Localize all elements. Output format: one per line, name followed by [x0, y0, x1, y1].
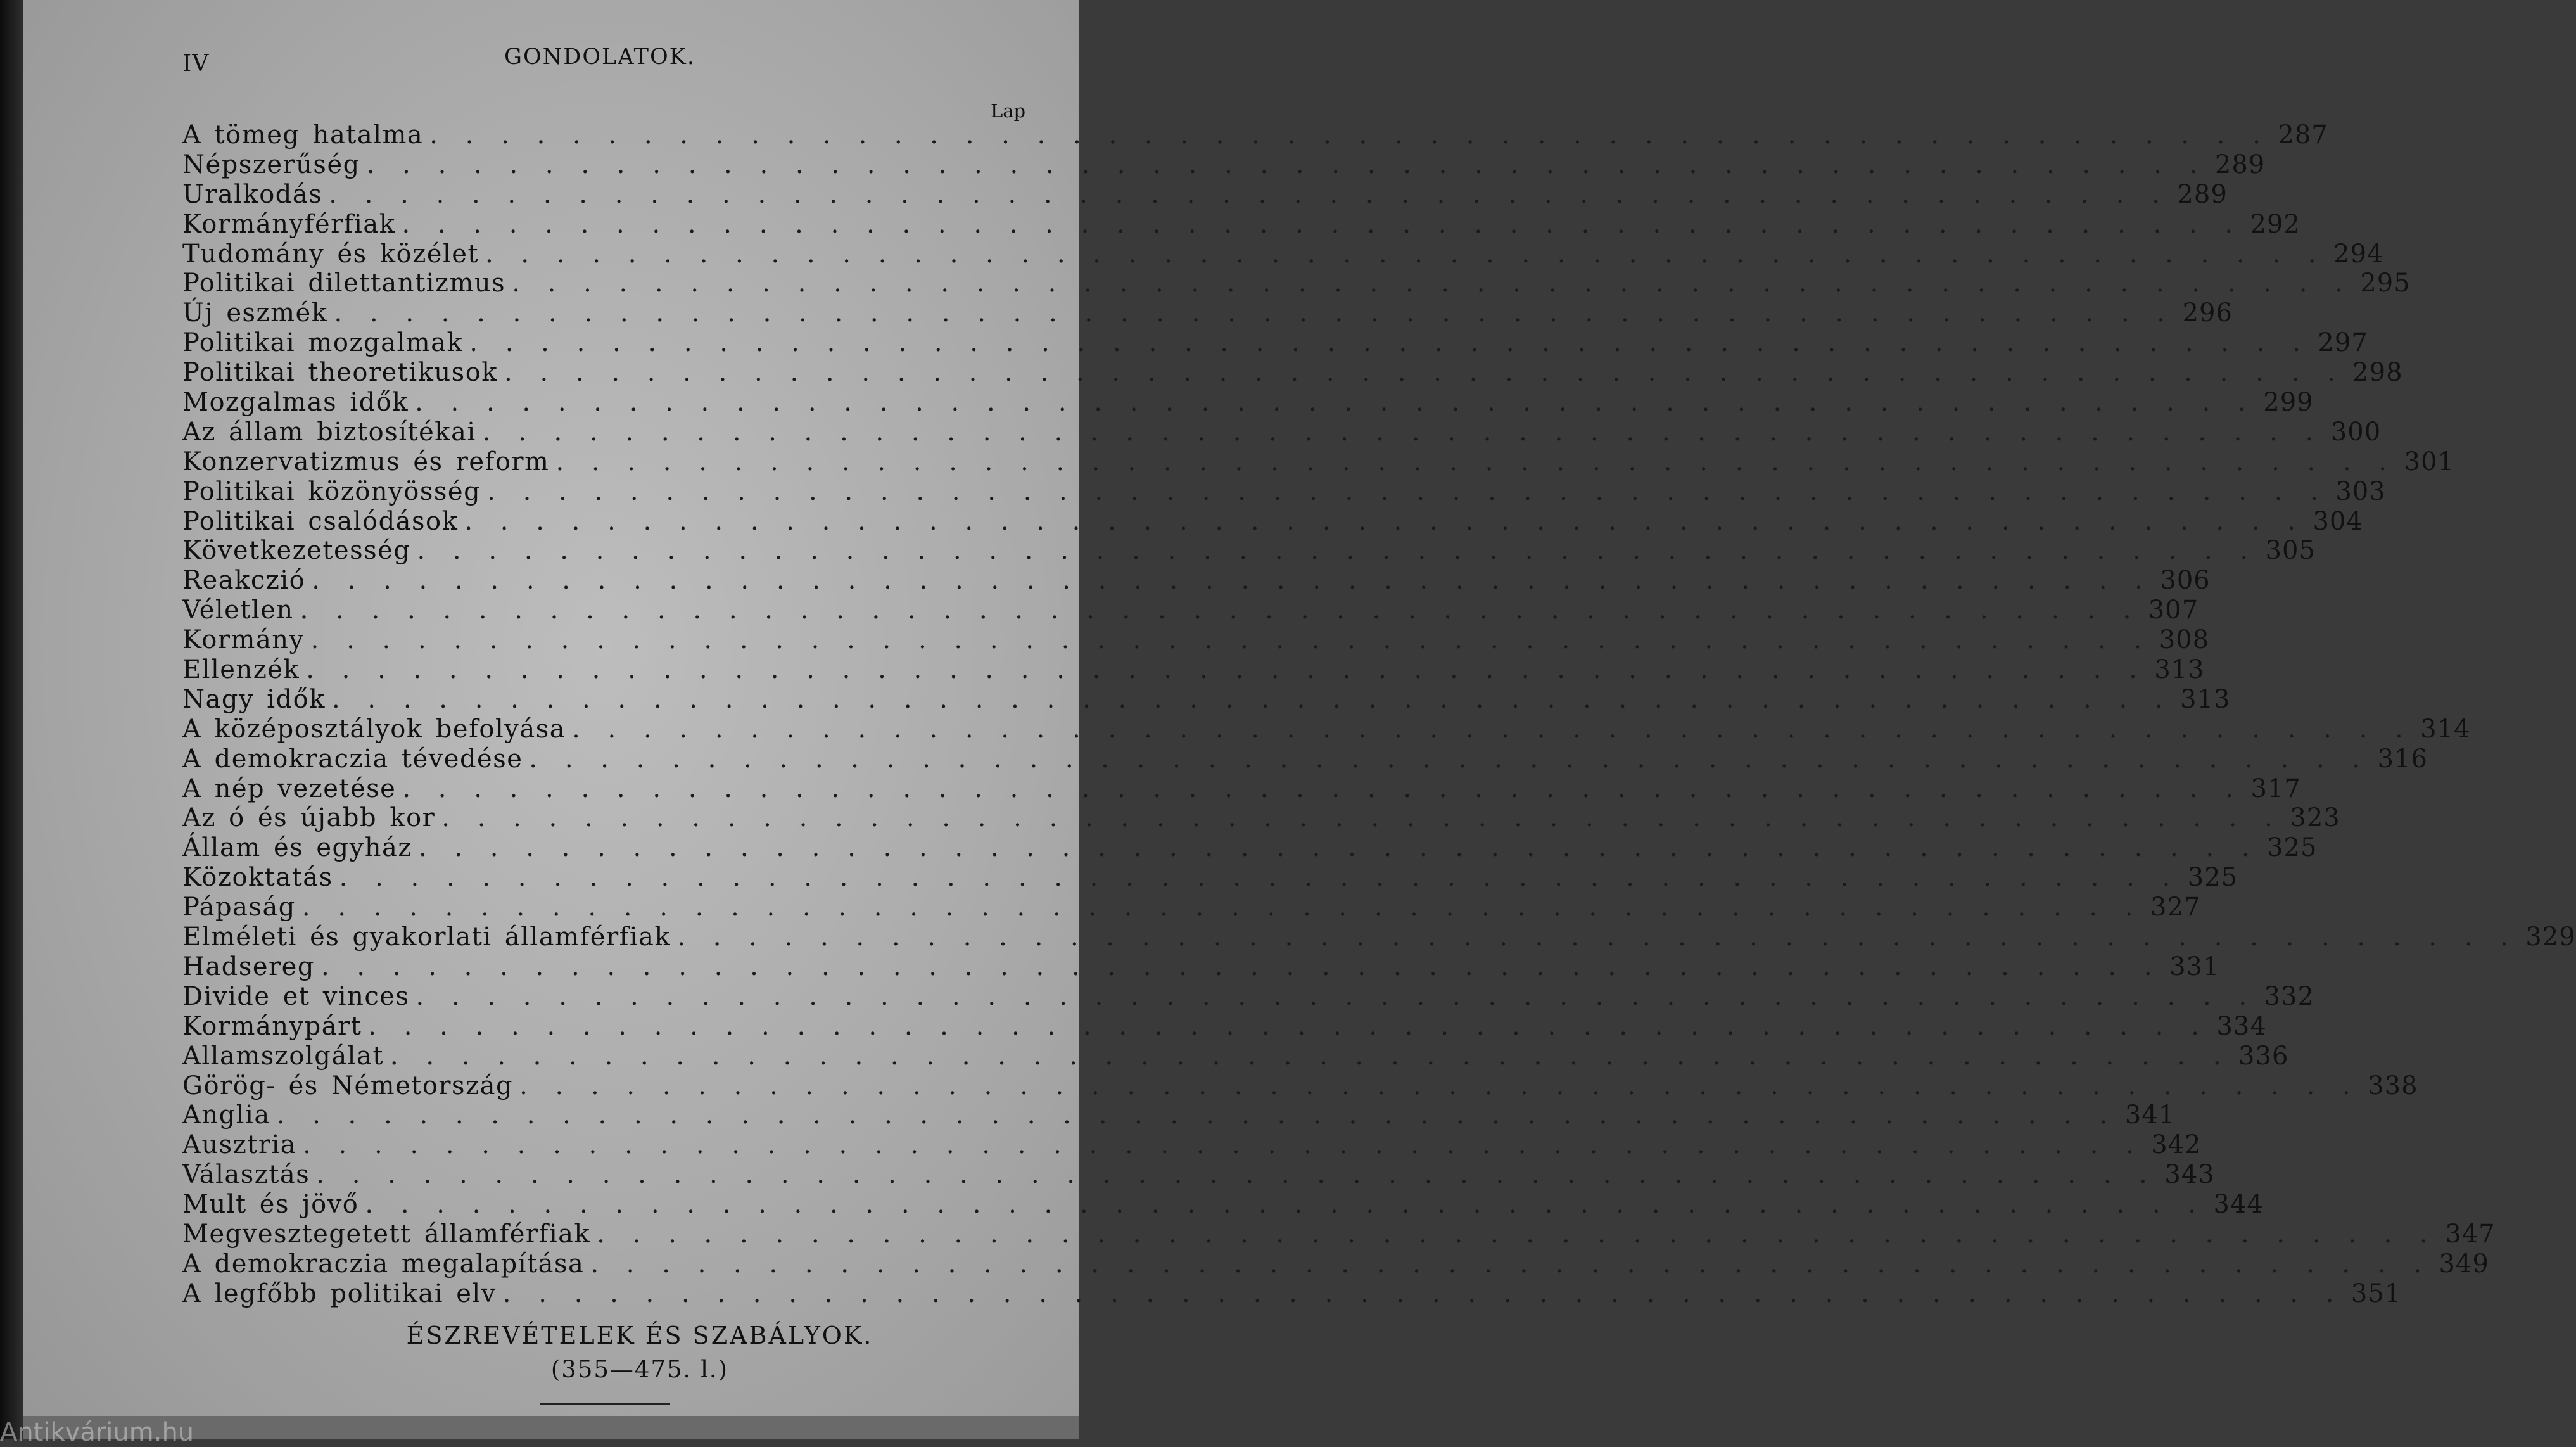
dot-leader: . . . . . . . . . . . . . . . . . . . . . . . . . . . . . . . . . . . . . . . . . . . . . . . . . . . .	[366, 150, 2207, 179]
toc-entry	[182, 863, 2238, 893]
toc-entry	[182, 239, 2384, 269]
toc-entry	[182, 179, 2228, 210]
dot-leader: . . . . . . . . . . . . . . . . . . . . . . . . . . . . . . . . . . . . . . . . . . . . . . . . . . . .	[519, 1071, 2361, 1100]
toc-entry	[182, 209, 2300, 239]
toc-entry	[182, 981, 2314, 1012]
toc-entry-page: 334	[2216, 1011, 2267, 1041]
toc-entry-title: Allamszolgálat	[182, 1041, 384, 1071]
dot-leader: . . . . . . . . . . . . . . . . . . . . . . . . . . . . . . . . . . . . . . . . . . . . . . . . . . . .	[300, 596, 2141, 625]
toc-entry-page: 317	[2250, 774, 2301, 803]
toc-entry-title: Ellenzék	[182, 655, 300, 685]
dot-leader: . . . . . . . . . . . . . . . . . . . . . . . . . . . . . . . . . . . . . . . . . . . . . . . . . . . .	[418, 833, 2260, 863]
dot-leader: . . . . . . . . . . . . . . . . . . . . . . . . . . . . . . . . . . . . . . . . . . . . . . . . . . . .	[416, 981, 2257, 1011]
toc-entry	[182, 1041, 2289, 1071]
toc-entry-title: Nagy idők	[182, 684, 326, 714]
page-number: IV	[182, 51, 210, 77]
dot-leader: . . . . . . . . . . . . . . . . . . . . . . . . . . . . . . . . . . . . . . . . . . . . . . . . . . . .	[429, 120, 2271, 150]
toc-entry-page: 294	[2333, 239, 2384, 269]
toc-entry	[182, 655, 2205, 685]
dot-leader: . . . . . . . . . . . . . . . . . . . . . . . . . . . . . . . . . . . . . . . . . . . . . . . . . . . .	[329, 179, 2170, 209]
toc-entry-title: A demokraczia megalapítása	[182, 1249, 585, 1278]
toc-entry-title: Pápaság	[182, 893, 296, 922]
toc-entry	[182, 417, 2382, 447]
toc-entry	[182, 774, 2301, 804]
toc-entry-page: 287	[2278, 120, 2328, 150]
toc-entry-page: 301	[2404, 447, 2454, 476]
dot-leader: . . . . . . . . . . . . . . . . . . . . . . . . . . . . . . . . . . . . . . . . . . . . . . . . . . . .	[334, 298, 2175, 328]
toc-entry	[182, 833, 2318, 863]
dot-leader: . . . . . . . . . . . . . . . . . . . . . . . . . . . . . . . . . . . . . . . . . . . . . . . . . . . .	[402, 209, 2243, 239]
toc-entry-page: 338	[2368, 1071, 2418, 1100]
toc-entry	[182, 1100, 2176, 1130]
toc-entry-title: Anglia	[182, 1100, 270, 1130]
toc-entry	[182, 150, 2266, 180]
toc-entry-title: Következetesség	[182, 536, 411, 566]
toc-entry-page: 296	[2182, 298, 2233, 328]
dot-leader: . . . . . . . . . . . . . . . . . . . . . . . . . . . . . . . . . . . . . . . . . . . . . . . . . . . .	[339, 863, 2180, 893]
toc-entry-title: Ausztria	[182, 1130, 297, 1160]
dot-leader: . . . . . . . . . . . . . . . . . . . . . . . . . . . . . . . . . . . . . . . . . . . . . . . . . . . .	[417, 536, 2258, 566]
toc-entry-title: Véletlen	[182, 596, 294, 625]
toc-entry-page: 349	[2439, 1249, 2489, 1278]
dot-leader: . . . . . . . . . . . . . . . . . . . . . . . . . . . . . . . . . . . . . . . . . . . . . . . . . . . .	[310, 625, 2152, 655]
toc-entry	[182, 358, 2403, 388]
toc-entry-title: A legfőbb politikai elv	[182, 1278, 497, 1308]
toc-entry	[182, 625, 2210, 655]
next-section-heading: ÉSZREVÉTELEK ÉS SZABÁLYOK.	[406, 1322, 873, 1349]
toc-entry-title: Új eszmék	[182, 298, 328, 328]
toc-entry	[182, 536, 2316, 566]
toc-entry-title: Politikai dilettantizmus	[182, 269, 506, 298]
toc-entry	[182, 269, 2411, 298]
toc-entry-title: Az állam biztosítékai	[182, 417, 476, 447]
dot-leader: . . . . . . . . . . . . . . . . . . . . . . . . . . . . . . . . . . . . . . . . . . . . . . . . . . . .	[677, 922, 2518, 952]
toc-entry-page: 342	[2151, 1130, 2202, 1160]
toc-entry-page: 331	[2169, 952, 2220, 981]
toc-entry-page: 300	[2330, 417, 2382, 447]
dot-leader: . . . . . . . . . . . . . . . . . . . . . . . . . . . . . . . . . . . . . . . . . . . . . . . . . . . .	[301, 893, 2143, 922]
watermark-logo: Antikvárium.hu	[0, 1418, 194, 1447]
toc-entry	[182, 1071, 2418, 1101]
toc-entry-page: 343	[2164, 1160, 2215, 1190]
toc-entry-title: Konzervatizmus és reform	[182, 447, 550, 476]
toc-entry-title: Elméleti és gyakorlati államférfiak	[182, 922, 671, 952]
toc-entry	[182, 1011, 2267, 1042]
toc-entry-page: 298	[2352, 358, 2403, 388]
dot-leader: . . . . . . . . . . . . . . . . . . . . . . . . . . . . . . . . . . . . . . . . . . . . . . . . . . . .	[320, 952, 2162, 981]
dot-leader: . . . . . . . . . . . . . . . . . . . . . . . . . . . . . . . . . . . . . . . . . . . . . . . . . . . .	[415, 388, 2256, 418]
running-title: GONDOLATOK.	[504, 44, 695, 70]
toc-entry	[182, 1219, 2496, 1249]
toc-entry	[182, 298, 2233, 328]
toc-entry	[182, 328, 2368, 358]
dot-leader: . . . . . . . . . . . . . . . . . . . . . . . . . . . . . . . . . . . . . . . . . . . . . . . . . . . .	[365, 1190, 2206, 1220]
toc-entry-page: 332	[2264, 981, 2314, 1011]
dot-leader: . . . . . . . . . . . . . . . . . . . . . . . . . . . . . . . . . . . . . . . . . . . . . . . . . . . .	[276, 1100, 2117, 1130]
toc-entry-title: Népszerűség	[182, 150, 360, 179]
toc-entry-page: 313	[2154, 655, 2205, 685]
table-of-contents	[182, 120, 2576, 1309]
dot-leader: . . . . . . . . . . . . . . . . . . . . . . . . . . . . . . . . . . . . . . . . . . . . . . . . . . . .	[306, 655, 2147, 685]
dot-leader: . . . . . . . . . . . . . . . . . . . . . . . . . . . . . . . . . . . . . . . . . . . . . . . . . . . .	[597, 1219, 2438, 1249]
dot-leader: . . . . . . . . . . . . . . . . . . . . . . . . . . . . . . . . . . . . . . . . . . . . . . . . . . . .	[464, 506, 2306, 536]
toc-entry-page: 304	[2313, 506, 2363, 536]
toc-entry	[182, 714, 2471, 744]
toc-entry-title: Hadsereg	[182, 952, 315, 981]
toc-entry-title: Választás	[182, 1160, 310, 1190]
toc-entry-title: Mozgalmas idők	[182, 388, 409, 418]
next-section-page-range: (355—475. l.)	[550, 1356, 729, 1383]
dot-leader: . . . . . . . . . . . . . . . . . . . . . . . . . . . . . . . . . . . . . . . . . . . . . . . . . . . .	[316, 1160, 2157, 1190]
toc-entry	[182, 596, 2199, 625]
toc-entry-title: A középosztályok befolyása	[182, 714, 566, 744]
dot-leader: . . . . . . . . . . . . . . . . . . . . . . . . . . . . . . . . . . . . . . . . . . . . . . . . . . . .	[312, 566, 2153, 596]
toc-entry-title: Kormánypárt	[182, 1011, 362, 1041]
toc-entry	[182, 1160, 2215, 1190]
toc-entry	[182, 952, 2220, 982]
toc-entry-title: Politikai közönyösség	[182, 476, 481, 506]
toc-entry	[182, 684, 2231, 715]
toc-entry	[182, 922, 2576, 952]
toc-entry	[182, 1190, 2264, 1220]
toc-entry-page: 295	[2360, 269, 2411, 298]
toc-entry-title: A demokraczia tévedése	[182, 744, 523, 774]
toc-entry-page: 314	[2420, 714, 2471, 744]
toc-entry	[182, 388, 2314, 418]
toc-entry-page: 306	[2160, 566, 2211, 596]
toc-entry-page: 341	[2124, 1100, 2176, 1130]
dot-leader: . . . . . . . . . . . . . . . . . . . . . . . . . . . . . . . . . . . . . . . . . . . . . . . . . . . .	[331, 684, 2173, 714]
dot-leader: . . . . . . . . . . . . . . . . . . . . . . . . . . . . . . . . . . . . . . . . . . . . . . . . . . . .	[502, 1278, 2344, 1308]
toc-entry-title: Az ó és újabb kor	[182, 803, 436, 833]
toc-entry-title: Görög- és Németország	[182, 1071, 514, 1100]
toc-entry-page: 289	[2177, 179, 2228, 209]
toc-entry	[182, 120, 2328, 150]
toc-entry-title: Mult és jövő	[182, 1190, 359, 1220]
toc-entry-title: Politikai csalódások	[182, 506, 459, 536]
dot-leader: . . . . . . . . . . . . . . . . . . . . . . . . . . . . . . . . . . . . . . . . . . . . . . . . . . . .	[368, 1011, 2209, 1041]
toc-entry-title: Megvesztegetett államférfiak	[182, 1219, 591, 1249]
dot-leader: . . . . . . . . . . . . . . . . . . . . . . . . . . . . . . . . . . . . . . . . . . . . . . . . . . . .	[390, 1041, 2231, 1071]
dot-leader: . . . . . . . . . . . . . . . . . . . . . . . . . . . . . . . . . . . . . . . . . . . . . . . . . . . .	[590, 1249, 2432, 1278]
dot-leader: . . . . . . . . . . . . . . . . . . . . . . . . . . . . . . . . . . . . . . . . . . . . . . . . . . . .	[504, 358, 2345, 388]
toc-entry-title: Közoktatás	[182, 863, 333, 893]
toc-entry-page: 347	[2445, 1219, 2496, 1249]
dot-leader: . . . . . . . . . . . . . . . . . . . . . . . . . . . . . . . . . . . . . . . . . . . . . . . . . . . .	[512, 269, 2353, 298]
toc-entry-page: 351	[2351, 1278, 2402, 1308]
dot-leader: . . . . . . . . . . . . . . . . . . . . . . . . . . . . . . . . . . . . . . . . . . . . . . . . . . . .	[469, 328, 2311, 358]
dot-leader: . . . . . . . . . . . . . . . . . . . . . . . . . . . . . . . . . . . . . . . . . . . . . . . . . . . .	[482, 417, 2323, 447]
toc-entry-page: 303	[2335, 476, 2386, 506]
toc-entry	[182, 447, 2454, 477]
toc-entry-page: 327	[2150, 893, 2201, 922]
toc-entry-title: Tudomány és közélet	[182, 239, 479, 269]
dot-leader: . . . . . . . . . . . . . . . . . . . . . . . . . . . . . . . . . . . . . . . . . . . . . . . . . . . .	[303, 1130, 2144, 1160]
dot-leader: . . . . . . . . . . . . . . . . . . . . . . . . . . . . . . . . . . . . . . . . . . . . . . . . . . . .	[555, 447, 2397, 476]
toc-entry-title: Politikai theoretikusok	[182, 358, 498, 388]
toc-entry	[182, 1278, 2402, 1309]
toc-entry	[182, 893, 2201, 922]
dot-leader: . . . . . . . . . . . . . . . . . . . . . . . . . . . . . . . . . . . . . . . . . . . . . . . . . . . .	[402, 774, 2243, 803]
toc-entry	[182, 744, 2428, 774]
toc-entry-page: 323	[2290, 803, 2340, 833]
toc-entry-page: 307	[2148, 596, 2199, 625]
toc-entry-page: 289	[2214, 150, 2266, 179]
toc-entry-page: 329	[2525, 922, 2576, 952]
toc-entry-page: 299	[2263, 388, 2314, 418]
toc-entry-title: Kormány	[182, 625, 305, 655]
toc-entry-page: 344	[2213, 1190, 2264, 1220]
toc-entry	[182, 506, 2363, 537]
toc-entry	[182, 1130, 2202, 1160]
section-divider	[540, 1403, 670, 1405]
toc-entry-page: 325	[2187, 863, 2238, 893]
toc-entry-page: 292	[2250, 209, 2300, 239]
toc-entry-title: Kormányférfiak	[182, 209, 396, 239]
page-column-label: Lap	[991, 100, 1026, 122]
dot-leader: . . . . . . . . . . . . . . . . . . . . . . . . . . . . . . . . . . . . . . . . . . . . . . . . . . . .	[441, 803, 2283, 833]
dot-leader: . . . . . . . . . . . . . . . . . . . . . . . . . . . . . . . . . . . . . . . . . . . . . . . . . . . .	[487, 476, 2328, 506]
toc-entry-page: 297	[2318, 328, 2368, 358]
dot-leader: . . . . . . . . . . . . . . . . . . . . . . . . . . . . . . . . . . . . . . . . . . . . . . . . . . . .	[572, 714, 2413, 744]
toc-entry-page: 305	[2265, 536, 2316, 566]
dot-leader: . . . . . . . . . . . . . . . . . . . . . . . . . . . . . . . . . . . . . . . . . . . . . . . . . . . .	[529, 744, 2370, 774]
toc-entry-title: Divide et vinces	[182, 981, 410, 1011]
toc-entry	[182, 803, 2340, 833]
toc-entry	[182, 476, 2386, 507]
toc-entry-title: Állam és egyház	[182, 833, 412, 863]
dot-leader: . . . . . . . . . . . . . . . . . . . . . . . . . . . . . . . . . . . . . . . . . . . . . . . . . . . .	[485, 239, 2326, 269]
book-binding-shadow	[0, 0, 23, 1439]
toc-entry-page: 336	[2238, 1041, 2289, 1071]
toc-entry-title: A nép vezetése	[182, 774, 397, 803]
toc-entry-title: Reakczió	[182, 566, 306, 596]
toc-entry-title: Politikai mozgalmak	[182, 328, 464, 358]
toc-entry-page: 325	[2267, 833, 2318, 863]
toc-entry-page: 313	[2180, 684, 2231, 714]
toc-entry-title: A tömeg hatalma	[182, 120, 424, 150]
toc-entry	[182, 1249, 2489, 1279]
toc-entry	[182, 566, 2211, 596]
toc-entry-page: 308	[2159, 625, 2210, 655]
toc-entry-page: 316	[2377, 744, 2428, 774]
toc-entry-title: Uralkodás	[182, 179, 323, 209]
